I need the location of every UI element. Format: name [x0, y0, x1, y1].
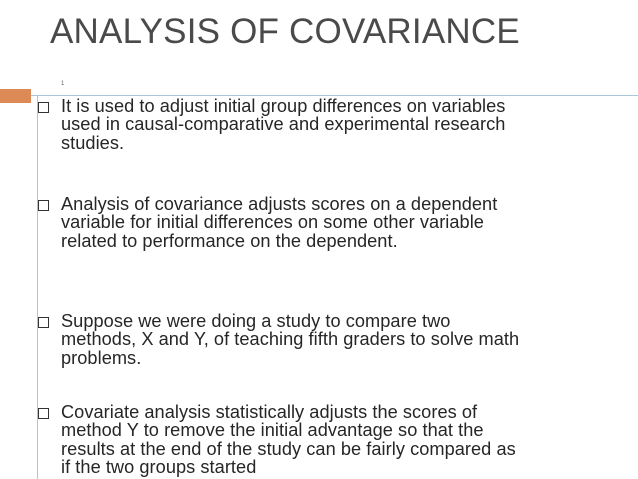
small-marker: 1 — [61, 81, 65, 87]
bullet-text: Suppose we were doing a study to compare two methods, X and Y, of teaching fifth graders to solve math problems. — [61, 311, 520, 368]
bullet-text: Analysis of covariance adjusts scores on a dependent variable for initial differences on some other variable related to performance on the dependent. — [61, 194, 498, 251]
bullet-text: Covariate analysis statistically adjusts the scores of method Y to remove the initial advantage so that the results at the end of the study can be fairly compared as if the two groups started — [61, 402, 516, 477]
checkbox-bullet-icon — [38, 408, 49, 419]
checkbox-bullet-icon — [38, 102, 49, 113]
bullet-text: It is used to adjust initial group differences on variables used in causal-comparative and experimental research studies. — [61, 96, 506, 153]
checkbox-bullet-icon — [38, 317, 49, 328]
slide-title: ANALYSIS OF COVARIANCE — [50, 12, 520, 51]
checkbox-bullet-icon — [38, 200, 49, 211]
